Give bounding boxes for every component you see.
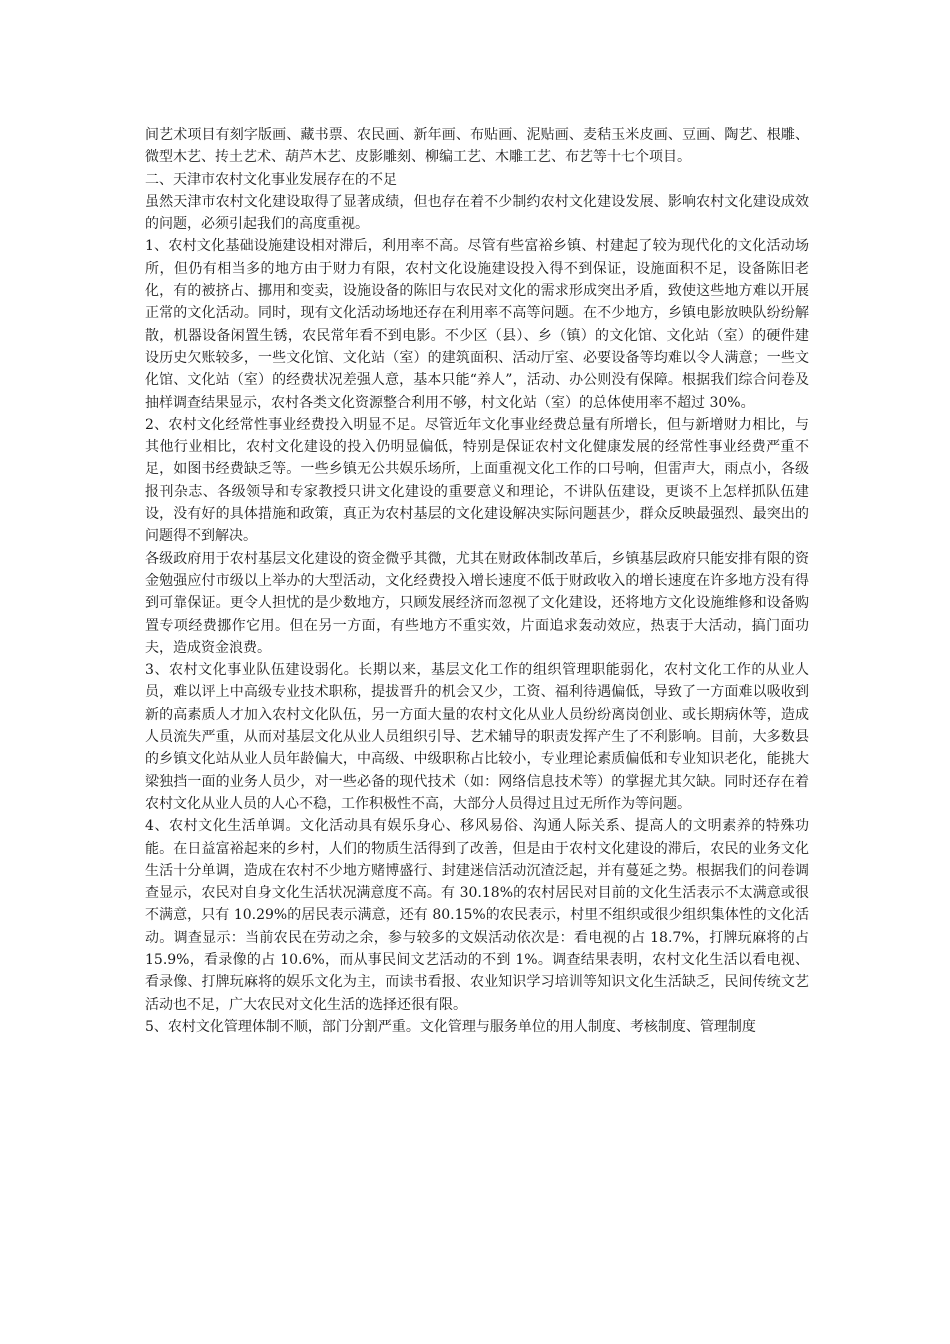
paragraph: 5、农村文化管理体制不顺，部门分割严重。文化管理与服务单位的用人制度、考核制度、管理制度	[145, 1018, 756, 1035]
paragraph: 间艺术项目有刻字版画、藏书票、农民画、新年画、布贴画、泥贴画、麦秸玉米皮画、豆画、陶艺、根雕、微型木艺、抟土艺术、葫芦木艺、皮影雕刻、柳编工艺、木雕工艺、布艺等十七个项目。	[145, 127, 809, 166]
paragraph: 各级政府用于农村基层文化建设的资金微乎其微，尤其在财政体制改革后，乡镇基层政府只能安排有限的资金勉强应付市级以上举办的大型活动，文化经费投入增长速度不低于财政收入的增长速度在许多地方没有得到可靠保证。更令人担忧的是少数地方，只顾发展经济而忽视了文化建设，还将地方文化设施维修和设备购置专项经费挪作它用。但在另一方面，有些地方不重实效，片面追求轰动效应，热衷于大活动，搞门面功夫，造成资金浪费。	[145, 550, 809, 656]
paragraph: 2、农村文化经常性事业经费投入明显不足。尽管近年文化事业经费总量有所增长，但与新增财力相比，与其他行业相比，农村文化建设的投入仍明显偏低，特别是保证农村文化健康发展的经常性事业经费严重不足，如图书经费缺乏等。一些乡镇无公共娱乐场所，上面重视文化工作的口号响，但雷声大，雨点小，各级报刊杂志、各级领导和专家教授只讲文化建设的重要意义和理论，不讲队伍建设，更谈不上怎样抓队伍建设，没有好的具体措施和政策，真正为农村基层的文化建设解决实际问题甚少，群众反映最强烈、最突出的问题得不到解决。	[145, 416, 809, 545]
paragraph: 虽然天津市农村文化建设取得了显著成绩，但也存在着不少制约农村文化建设发展、影响农村文化建设成效的问题，必须引起我们的高度重视。	[145, 193, 809, 233]
section-heading: 二、天津市农村文化事业发展存在的不足	[145, 171, 397, 188]
document-body	[145, 124, 809, 1038]
paragraph: 1、农村文化基础设施建设相对滞后，利用率不高。尽管有些富裕乡镇、村建起了较为现代化的文化活动场所，但仍有相当多的地方由于财力有限，农村文化设施建设投入得不到保证，设施面积不足，设备陈旧老化，有的被挤占、挪用和变卖，设施设备的陈旧与农民对文化的需求形成突出矛盾，致使这些地方难以开展正常的文化活动。同时，现有文化活动场地还存在利用率不高等问题。在不少地方，乡镇电影放映队纷纷解散，机器设备闲置生锈，农民常年看不到电影。不少区（县）、乡（镇）的文化馆、文化站（室）的硬件建设历史欠账较多，一些文化馆、文化站（室）的建筑面积、活动厅室、必要设备等均难以令人满意；一些文化馆、文化站（室）的经费状况差强人意，基本只能“养人”，活动、办公则没有保障。根据我们综合问卷及抽样调查结果显示，农村各类文化资源整合利用不够，村文化站（室）的总体使用率不超过 30%。	[145, 238, 809, 411]
paragraph: 3、农村文化事业队伍建设弱化。长期以来，基层文化工作的组织管理职能弱化，农村文化工作的从业人员，难以评上中高级专业技术职称，提拔晋升的机会又少，工资、福利待遇偏低，导致了一方面难以吸收到新的高素质人才加入农村文化队伍，另一方面大量的农村文化从业人员纷纷离岗创业、或长期病休等，造成人员流失严重，从而对基层文化从业人员组织引导、艺术辅导的职责发挥产生了不利影响。目前，大多数县的乡镇文化站从业人员年龄偏大，中高级、中级职称占比较小，专业理论素质偏低和专业知识老化，能挑大梁独挡一面的业务人员少，对一些必备的现代技术（如：网络信息技术等）的掌握尤其欠缺。同时还存在着农村文化从业人员的人心不稳，工作积极性不高，大部分人员得过且过无所作为等问题。	[145, 662, 809, 812]
paragraph: 4、农村文化生活单调。文化活动具有娱乐身心、移风易俗、沟通人际关系、提高人的文明素养的特殊功能。在日益富裕起来的乡村，人们的物质生活得到了改善，但是由于农村文化建设的滞后，农民的业务文化生活十分单调，造成在农村不少地方赌博盛行、封建迷信活动沉渣泛起，并有蔓延之势。根据我们的问卷调查显示，农民对自身文化生活状况满意度不高。有 30.18%的农村居民对目前的文化生活表示不太满意或很不满意，只有 10.29%的居民表示满意，还有 80.15%的农民表示，村里不组织或很少组织集体性的文化活动。调查显示：当前农民在劳动之余，参与较多的文娱活动依次是：看电视的占 18.7%，打牌玩麻将的占 15.9%，看录像的占 10.6%，而从事民间文艺活动的不到 1%。调查结果表明，农村文化生活以看电视、看录像、打牌玩麻将的娱乐文化为主，而读书看报、农业知识学习培训等知识文化生活缺乏，民间传统文艺活动也不足，广大农民对文化生活的选择还很有限。	[145, 818, 809, 1013]
